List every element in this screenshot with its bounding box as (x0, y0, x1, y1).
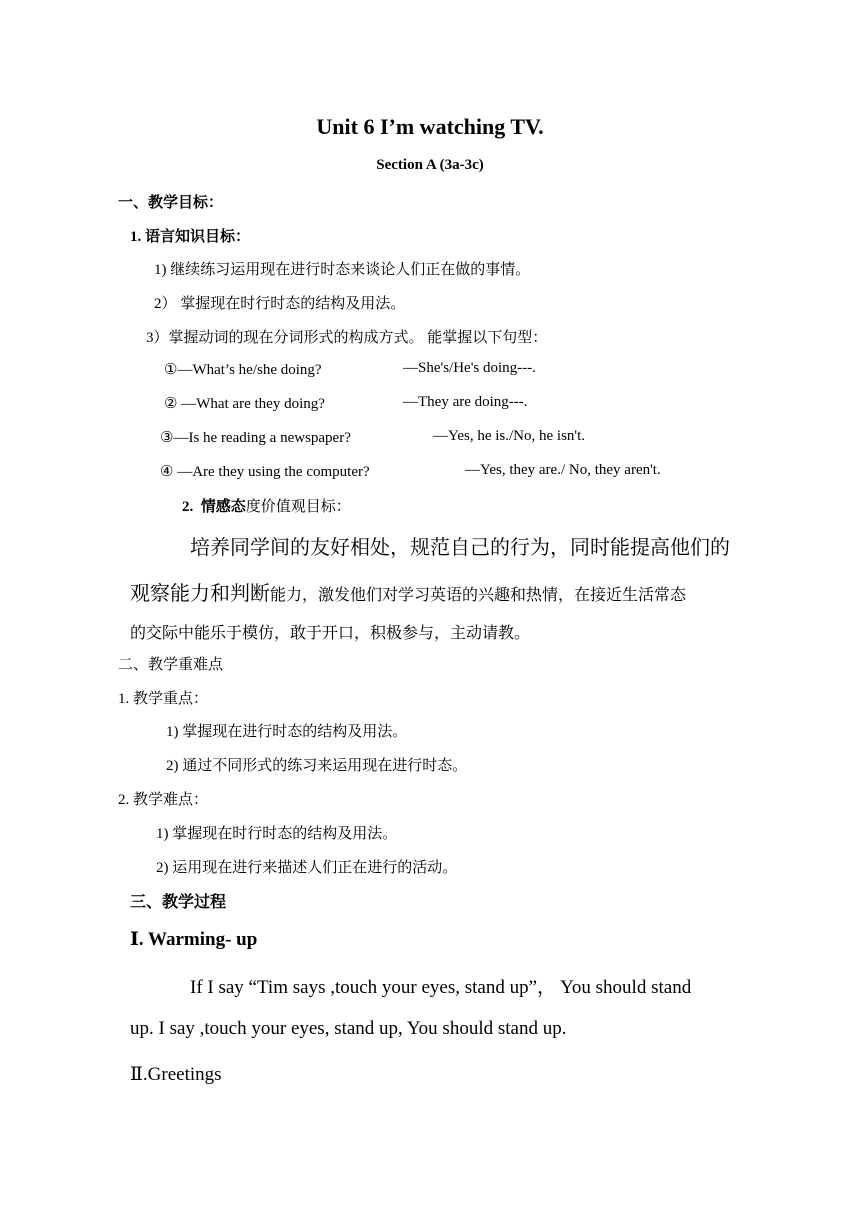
paragraph-line: 的交际中能乐于模仿，敢于开口，积极参与，主动请教。 (130, 625, 531, 642)
paragraph-fragment: 能力，激发他们对学习英语的兴趣和热情，在接近生活常态 (270, 587, 687, 604)
section-1-2-number: 2. (182, 499, 194, 515)
difficulty-item: 2) 运用现在进行来描述人们正在进行的活动。 (156, 860, 458, 876)
section-3-heading: 三、教学过程 (130, 894, 227, 911)
key-point-item: 2) 通过不同形式的练习来运用现在进行时态。 (166, 758, 468, 774)
pattern-answer: —Yes, he is./No, he isn't. (433, 428, 586, 444)
section-1-2-bold: 情感态 (200, 499, 246, 515)
pattern-question: ①—What’s he/she doing? (164, 362, 322, 378)
pattern-answer: —Yes, they are./ No, they aren't. (465, 462, 661, 478)
objective-item: 2） 掌握现在时行时态的结构及用法。 (154, 296, 406, 312)
warmup-heading: Ⅰ. Warming- up (130, 929, 258, 950)
section-2-2-heading: 2. 教学难点： (118, 792, 209, 808)
paragraph-line: 培养同学间的友好相处，规范自己的行为，同时能提高他们的 (190, 537, 730, 559)
pattern-question: ② —What are they doing? (164, 396, 325, 412)
paragraph-fragment: 观察能力和判断 (130, 583, 270, 605)
section-1-heading: 一、教学目标： (118, 195, 224, 211)
section-1-2-rest: 度价值观目标： (245, 499, 351, 515)
difficulty-item: 1) 掌握现在时行时态的结构及用法。 (156, 826, 398, 842)
warmup-text-line: If I say “Tim says ,touch your eyes, stand up”， You should stand (190, 977, 692, 998)
pattern-answer: —They are doing---. (403, 394, 528, 410)
section-1-2-heading (182, 495, 351, 516)
objective-item: 1) 继续练习运用现在进行时态来谈论人们正在做的事情。 (154, 262, 531, 278)
section-2-heading: 二、教学重难点 (118, 657, 224, 673)
warmup-text-line: up. I say ,touch your eyes, stand up, You should stand up. (130, 1018, 567, 1039)
paragraph-line (130, 577, 686, 606)
pattern-question: ④ —Are they using the computer? (160, 464, 370, 480)
document-subtitle: Section A (3a-3c) (376, 157, 484, 173)
document-title: Unit 6 I’m watching TV. (316, 114, 544, 139)
pattern-answer: —She's/He's doing---. (403, 360, 536, 376)
greetings-heading: Ⅱ.Greetings (130, 1064, 222, 1085)
key-point-item: 1) 掌握现在进行时态的结构及用法。 (166, 724, 408, 740)
section-2-1-heading: 1. 教学重点： (118, 691, 209, 707)
section-1-1-heading: 1. 语言知识目标： (130, 229, 251, 245)
pattern-question: ③—Is he reading a newspaper? (160, 430, 351, 446)
objective-item: 3）掌握动词的现在分词形式的构成方式。 能掌握以下句型： (146, 330, 548, 346)
